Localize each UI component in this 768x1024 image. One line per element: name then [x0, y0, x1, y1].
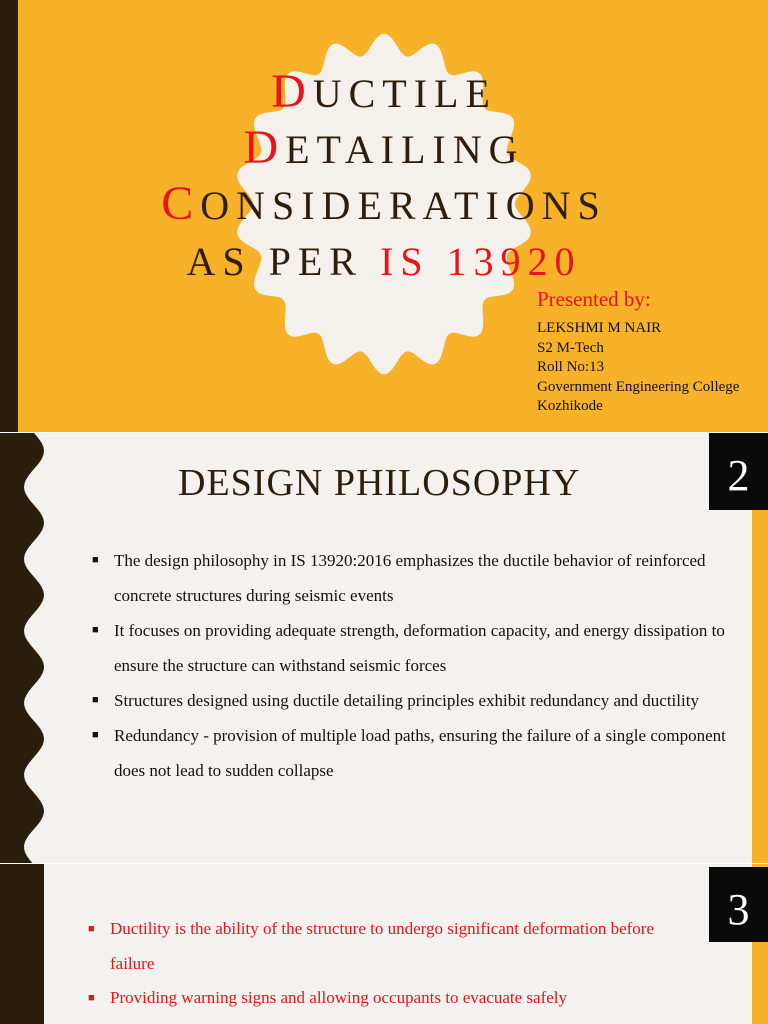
- wavy-left-band: [0, 433, 60, 863]
- list-item-text: It focuses on providing adequate strength, deformation capacity, and energy dissipation to ensure the structure can withstand seismic forces: [114, 621, 725, 675]
- presenter-name: LEKSHMI M NAIR: [537, 320, 662, 336]
- design-philosophy-slide: [0, 433, 768, 863]
- left-accent-strip: [0, 864, 44, 1024]
- bullet-list: [86, 912, 696, 1016]
- square-bullet-icon: ■: [88, 923, 95, 935]
- list-item-text: The design philosophy in IS 13920:2016 emphasizes the ductile behavior of reinforced concrete structures during seismic events: [114, 551, 706, 605]
- presenter-block: [537, 285, 767, 417]
- square-bullet-icon: ■: [92, 554, 99, 566]
- list-item-text: Ductility is the ability of the structure to undergo significant deformation before failure: [110, 919, 655, 973]
- title-line-1: [0, 64, 768, 120]
- square-bullet-icon: ■: [92, 729, 99, 741]
- list-item: [88, 613, 728, 683]
- title-line-2: [0, 120, 768, 176]
- list-item: [86, 981, 696, 1016]
- presenter-roll: Roll No:13: [537, 359, 605, 375]
- slide-title: [0, 64, 768, 288]
- title-prefix-4: AS PER: [186, 239, 380, 284]
- ductility-slide: [0, 864, 768, 1024]
- list-item: [88, 543, 728, 613]
- presenter-college: Government Engineering College: [537, 378, 740, 395]
- title-rest-1: UCTILE: [312, 71, 497, 116]
- bullet-list: [88, 543, 728, 788]
- slide-heading: DESIGN PHILOSOPHY: [178, 462, 581, 504]
- title-standard-code: IS 13920: [379, 239, 582, 284]
- presenter-city: Kozhikode: [537, 398, 603, 414]
- square-bullet-icon: ■: [92, 624, 99, 636]
- title-line-4: [0, 232, 768, 288]
- title-initial-3: C: [161, 177, 201, 230]
- slide-number: 3: [709, 867, 768, 942]
- title-rest-3: ONSIDERATIONS: [200, 183, 607, 228]
- title-initial-2: D: [243, 121, 286, 174]
- list-item: [86, 912, 696, 981]
- square-bullet-icon: ■: [88, 992, 95, 1004]
- list-item-text: Redundancy - provision of multiple load paths, ensuring the failure of a single component does not lead to sudden collapse: [114, 726, 726, 780]
- list-item: [88, 718, 728, 788]
- list-item-text: Structures designed using ductile detailing principles exhibit redundancy and ductility: [114, 691, 699, 710]
- list-item-text: Providing warning signs and allowing occupants to evacuate safely: [110, 988, 567, 1007]
- title-initial-1: D: [271, 65, 313, 118]
- title-rest-2: ETAILING: [285, 127, 525, 172]
- title-slide: [0, 0, 768, 432]
- slide-number: 2: [709, 433, 768, 510]
- presented-by-label: Presented by:: [537, 287, 651, 311]
- list-item: [88, 683, 728, 718]
- presenter-course: S2 M-Tech: [537, 339, 604, 356]
- title-line-3: [0, 176, 768, 232]
- square-bullet-icon: ■: [92, 694, 99, 706]
